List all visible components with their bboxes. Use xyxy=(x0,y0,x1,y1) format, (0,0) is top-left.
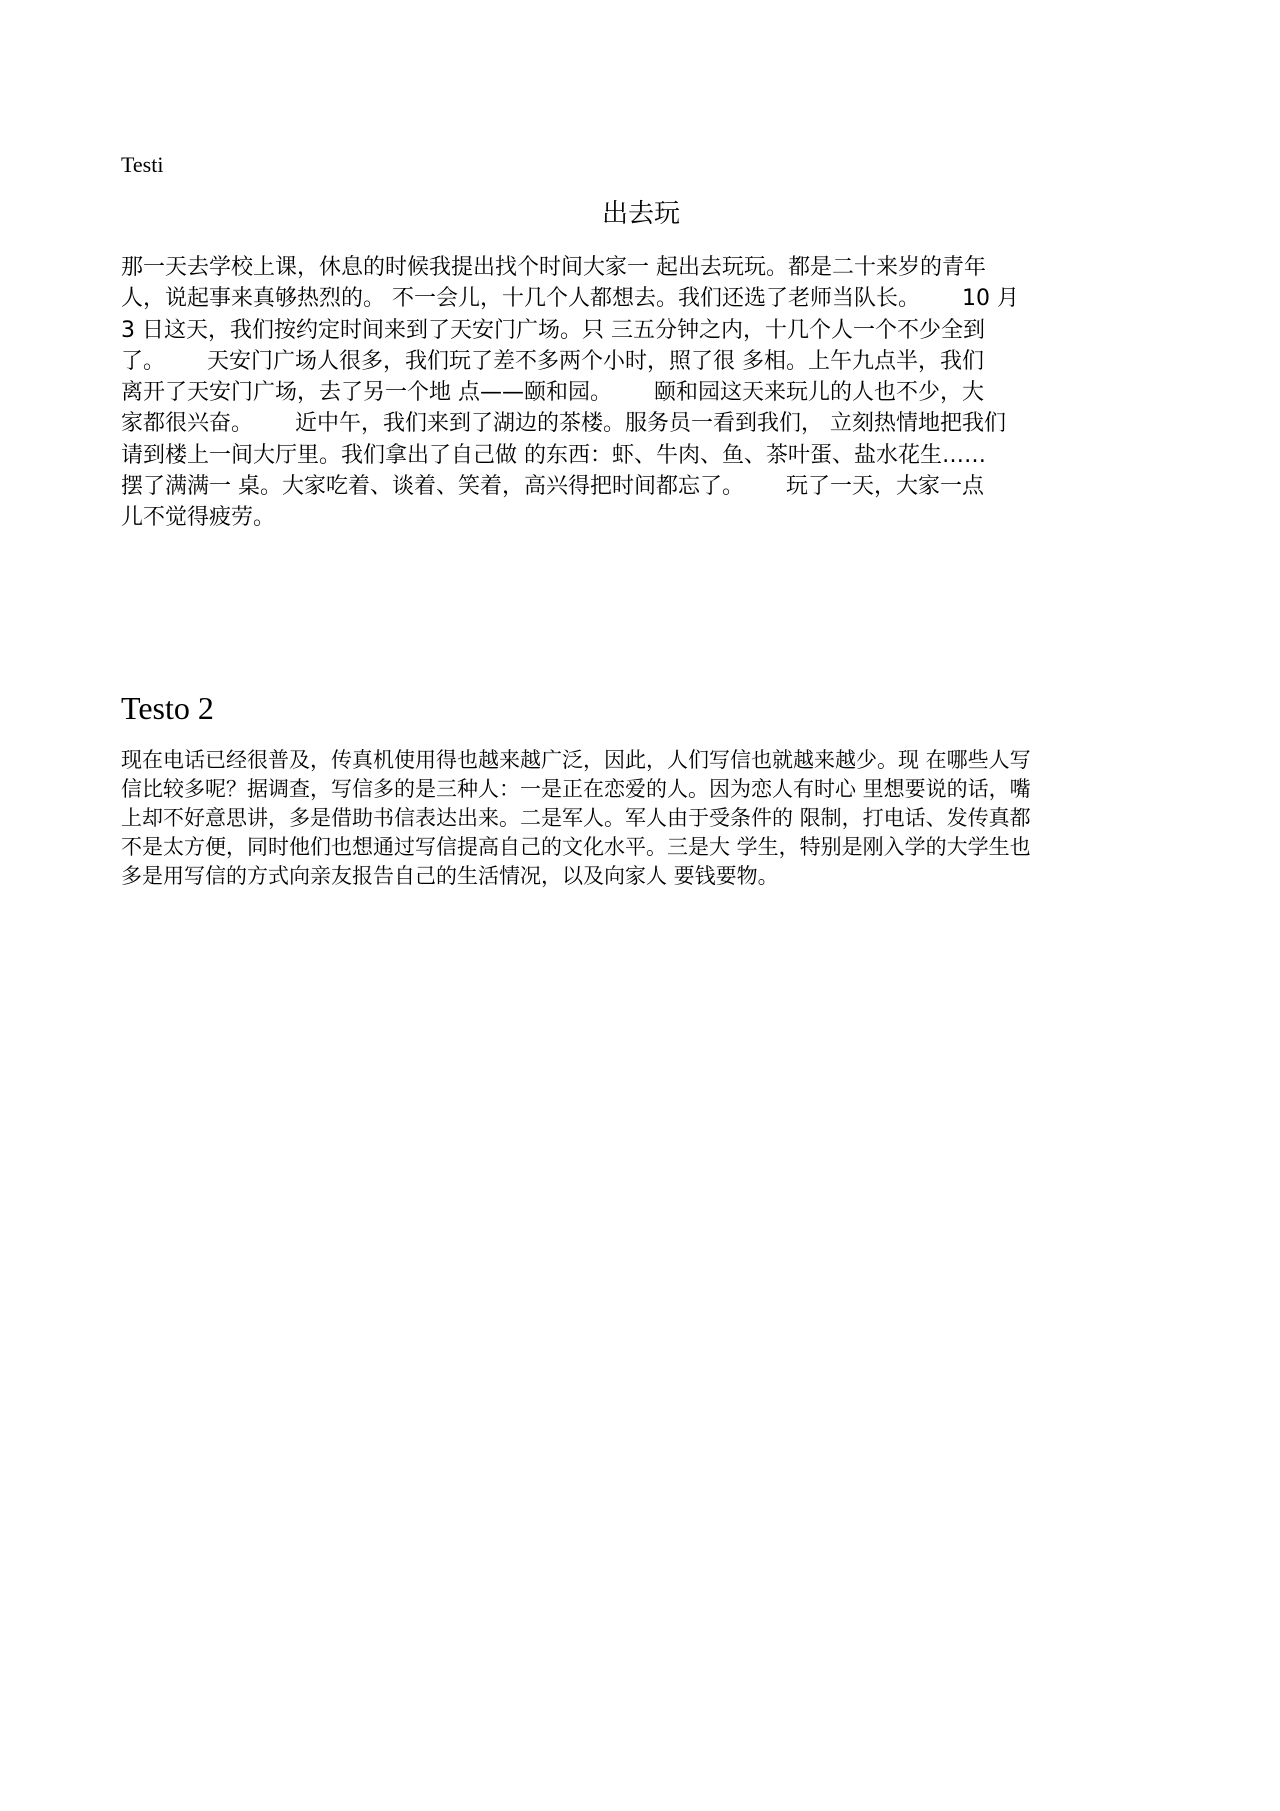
text1-line: 了。 天安门广场人很多，我们玩了差不多两个小时，照了很 多相。上午九点半，我们 xyxy=(121,348,984,374)
text1-line: 摆了满满一 桌。大家吃着、谈着、笑着，高兴得把时间都忘了。 玩了一天，大家一点 xyxy=(121,474,984,500)
text1-line: 那一天去学校上课，休息的时候我提出找个时间大家一 起出去玩玩。都是二十来岁的青年 xyxy=(121,255,986,280)
text1-line: 3 日这天，我们按约定时间来到了天安门广场。只 三五分钟之内，十几个人一个不少全到 xyxy=(121,317,985,343)
text1-line: 人，说起事来真够热烈的。 不一会儿，十几个人都想去。我们还选了老师当队长。 10 月 xyxy=(121,286,1019,312)
text2-line: 现在电话已经很普及，传真机使用得也越来越广泛，因此，人们写信也就越来越少。现 在哪些人写 xyxy=(121,748,1031,772)
text2-line: 信比较多呢？据调查，写信多的是三种人：一是正在恋爱的人。因为恋人有时心 里想要说的话，嘴 xyxy=(121,777,1031,801)
text2-paragraph xyxy=(121,746,1161,891)
text2-line: 不是太方便，同时他们也想通过写信提高自己的文化水平。三是大 学生，特别是刚入学的大学生也 xyxy=(121,835,1031,859)
text1-line: 儿不觉得疲劳。 xyxy=(121,505,276,531)
text1-line: 离开了天安门广场，去了另一个地 点——颐和园。 颐和园这天来玩儿的人也不少，大 xyxy=(121,380,984,406)
text1-title: 出去玩 xyxy=(601,199,680,229)
text1-line: 家都很兴奋。 近中午，我们来到了湖边的茶楼。服务员一看到我们， 立刻热情地把我们 xyxy=(121,411,1006,437)
header-label: Testi xyxy=(121,152,164,177)
text2-line: 上却不好意思讲，多是借助书信表达出来。二是军人。军人由于受条件的 限制，打电话、发传真都 xyxy=(121,806,1031,830)
text2-heading: Testo 2 xyxy=(121,690,214,726)
text1-paragraph xyxy=(121,252,1161,534)
text1-line: 请到楼上一间大厅里。我们拿出了自己做 的东西：虾、牛肉、鱼、茶叶蛋、盐水花生…… xyxy=(121,442,986,468)
text2-line: 多是用写信的方式向亲友报告自己的生活情况，以及向家人 要钱要物。 xyxy=(121,864,779,888)
